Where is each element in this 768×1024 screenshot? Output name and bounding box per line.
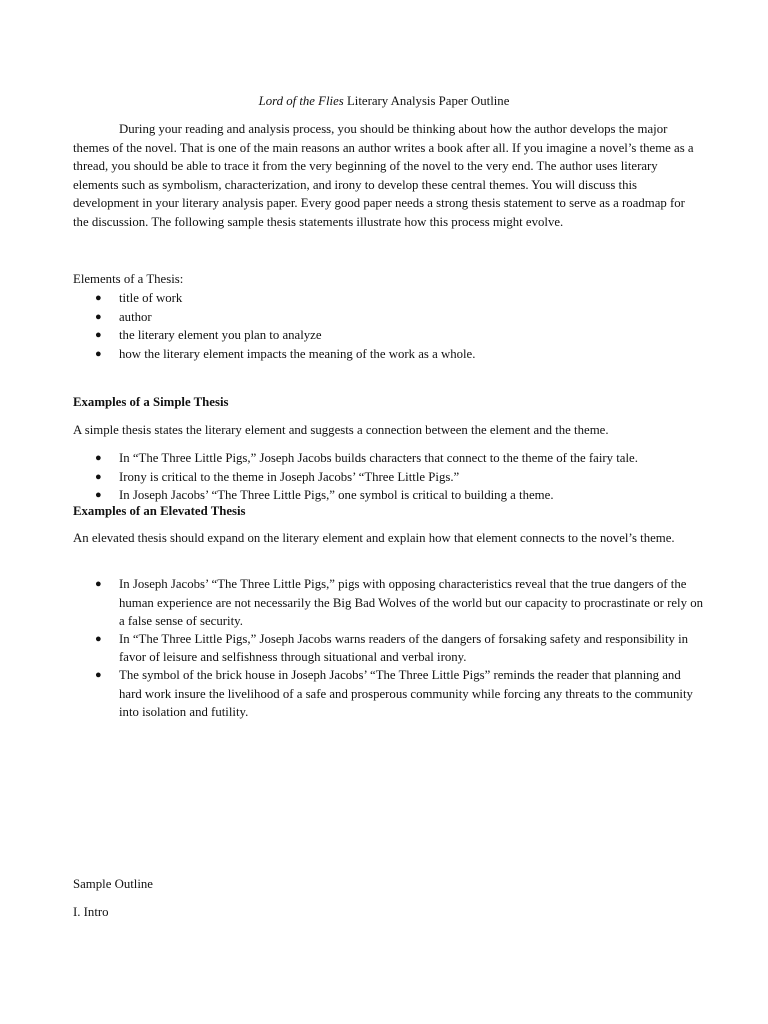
list-item <box>73 575 703 631</box>
bullet-icon: ● <box>95 292 102 304</box>
elevated-thesis-list <box>73 575 703 721</box>
bullet-icon: ● <box>95 452 102 464</box>
list-item-text: title of work <box>119 291 183 305</box>
list-item-text: In “The Three Little Pigs,” Joseph Jacobs warns readers of the dangers of forsaking safety and responsibility in favor of leisure and selfishness through situational and verbal irony. <box>119 631 689 665</box>
simple-thesis-description: A simple thesis states the literary element and suggests a connection between the element and the theme. <box>73 423 609 437</box>
bullet-icon: ● <box>95 470 102 483</box>
title-rest-part: Literary Analysis Paper Outline <box>343 94 510 108</box>
list-item-text: the literary element you plan to analyze <box>119 328 322 343</box>
bullet-icon: ● <box>95 489 102 502</box>
intro-paragraph: During your reading and analysis process, you should be thinking about how the author develops the major themes of the novel. That is one of the main reasons an author writes a book after all. If you imagine a novel’s theme as a thread, you should be able to trace it from the very beginning of the novel to the very end. The author uses literary elements such as symbolism, characterization, and irony to develop these central themes. You will discuss this development in your literary analysis paper. Every good paper needs a strong thesis statement to serve as a roadmap for the discussion. The following sample thesis statements illustrate how this process might evolve. <box>73 122 694 229</box>
simple-thesis-list <box>73 449 703 505</box>
list-item-text: how the literary element impacts the meaning of the work as a whole. <box>119 346 476 361</box>
list-item-text: In Joseph Jacobs’ “The Three Little Pigs,” pigs with opposing characteristics reveal that the true dangers of the human experience are not necessarily the Big Bad Wolves of the world but our capacity to procrastinate or rely on a false sense of security. <box>119 577 703 629</box>
bullet-icon: ● <box>95 310 102 323</box>
bullet-icon: ● <box>95 347 102 360</box>
list-item <box>73 468 703 487</box>
list-item <box>73 326 703 345</box>
outline-item-intro: I. Intro <box>73 905 109 919</box>
list-item <box>73 308 703 327</box>
elevated-thesis-description: An elevated thesis should expand on the literary element and explain how that element connects to the novel’s theme. <box>73 531 675 545</box>
list-item <box>73 630 703 667</box>
elements-list <box>73 289 703 363</box>
list-item <box>73 449 703 468</box>
elevated-thesis-heading: Examples of an Elevated Thesis <box>73 504 246 518</box>
document-title <box>0 92 768 111</box>
list-item <box>73 289 703 308</box>
list-item <box>73 666 703 722</box>
elements-heading: Elements of a Thesis: <box>73 272 184 286</box>
sample-outline-heading: Sample Outline <box>73 877 153 891</box>
bullet-icon: ● <box>95 578 102 590</box>
bullet-icon: ● <box>95 329 102 342</box>
list-item <box>73 345 703 364</box>
list-item-text: author <box>119 309 152 324</box>
list-item-text: In Joseph Jacobs’ “The Three Little Pigs,” one symbol is critical to building a theme. <box>119 488 554 503</box>
simple-thesis-heading: Examples of a Simple Thesis <box>73 395 229 409</box>
list-item-text: Irony is critical to the theme in Joseph Jacobs’ “Three Little Pigs.” <box>119 469 460 484</box>
list-item-text: In “The Three Little Pigs,” Joseph Jacobs builds characters that connect to the theme of the fairy tale. <box>119 451 638 465</box>
bullet-icon: ● <box>95 632 102 645</box>
bullet-icon: ● <box>95 668 102 681</box>
list-item-text: The symbol of the brick house in Joseph Jacobs’ “The Three Little Pigs” reminds the reader that planning and hard work insure the livelihood of a safe and prosperous community while forcing any threats to the community into isolation and futility. <box>119 667 693 720</box>
title-italic-part: Lord of the Flies <box>258 94 344 108</box>
